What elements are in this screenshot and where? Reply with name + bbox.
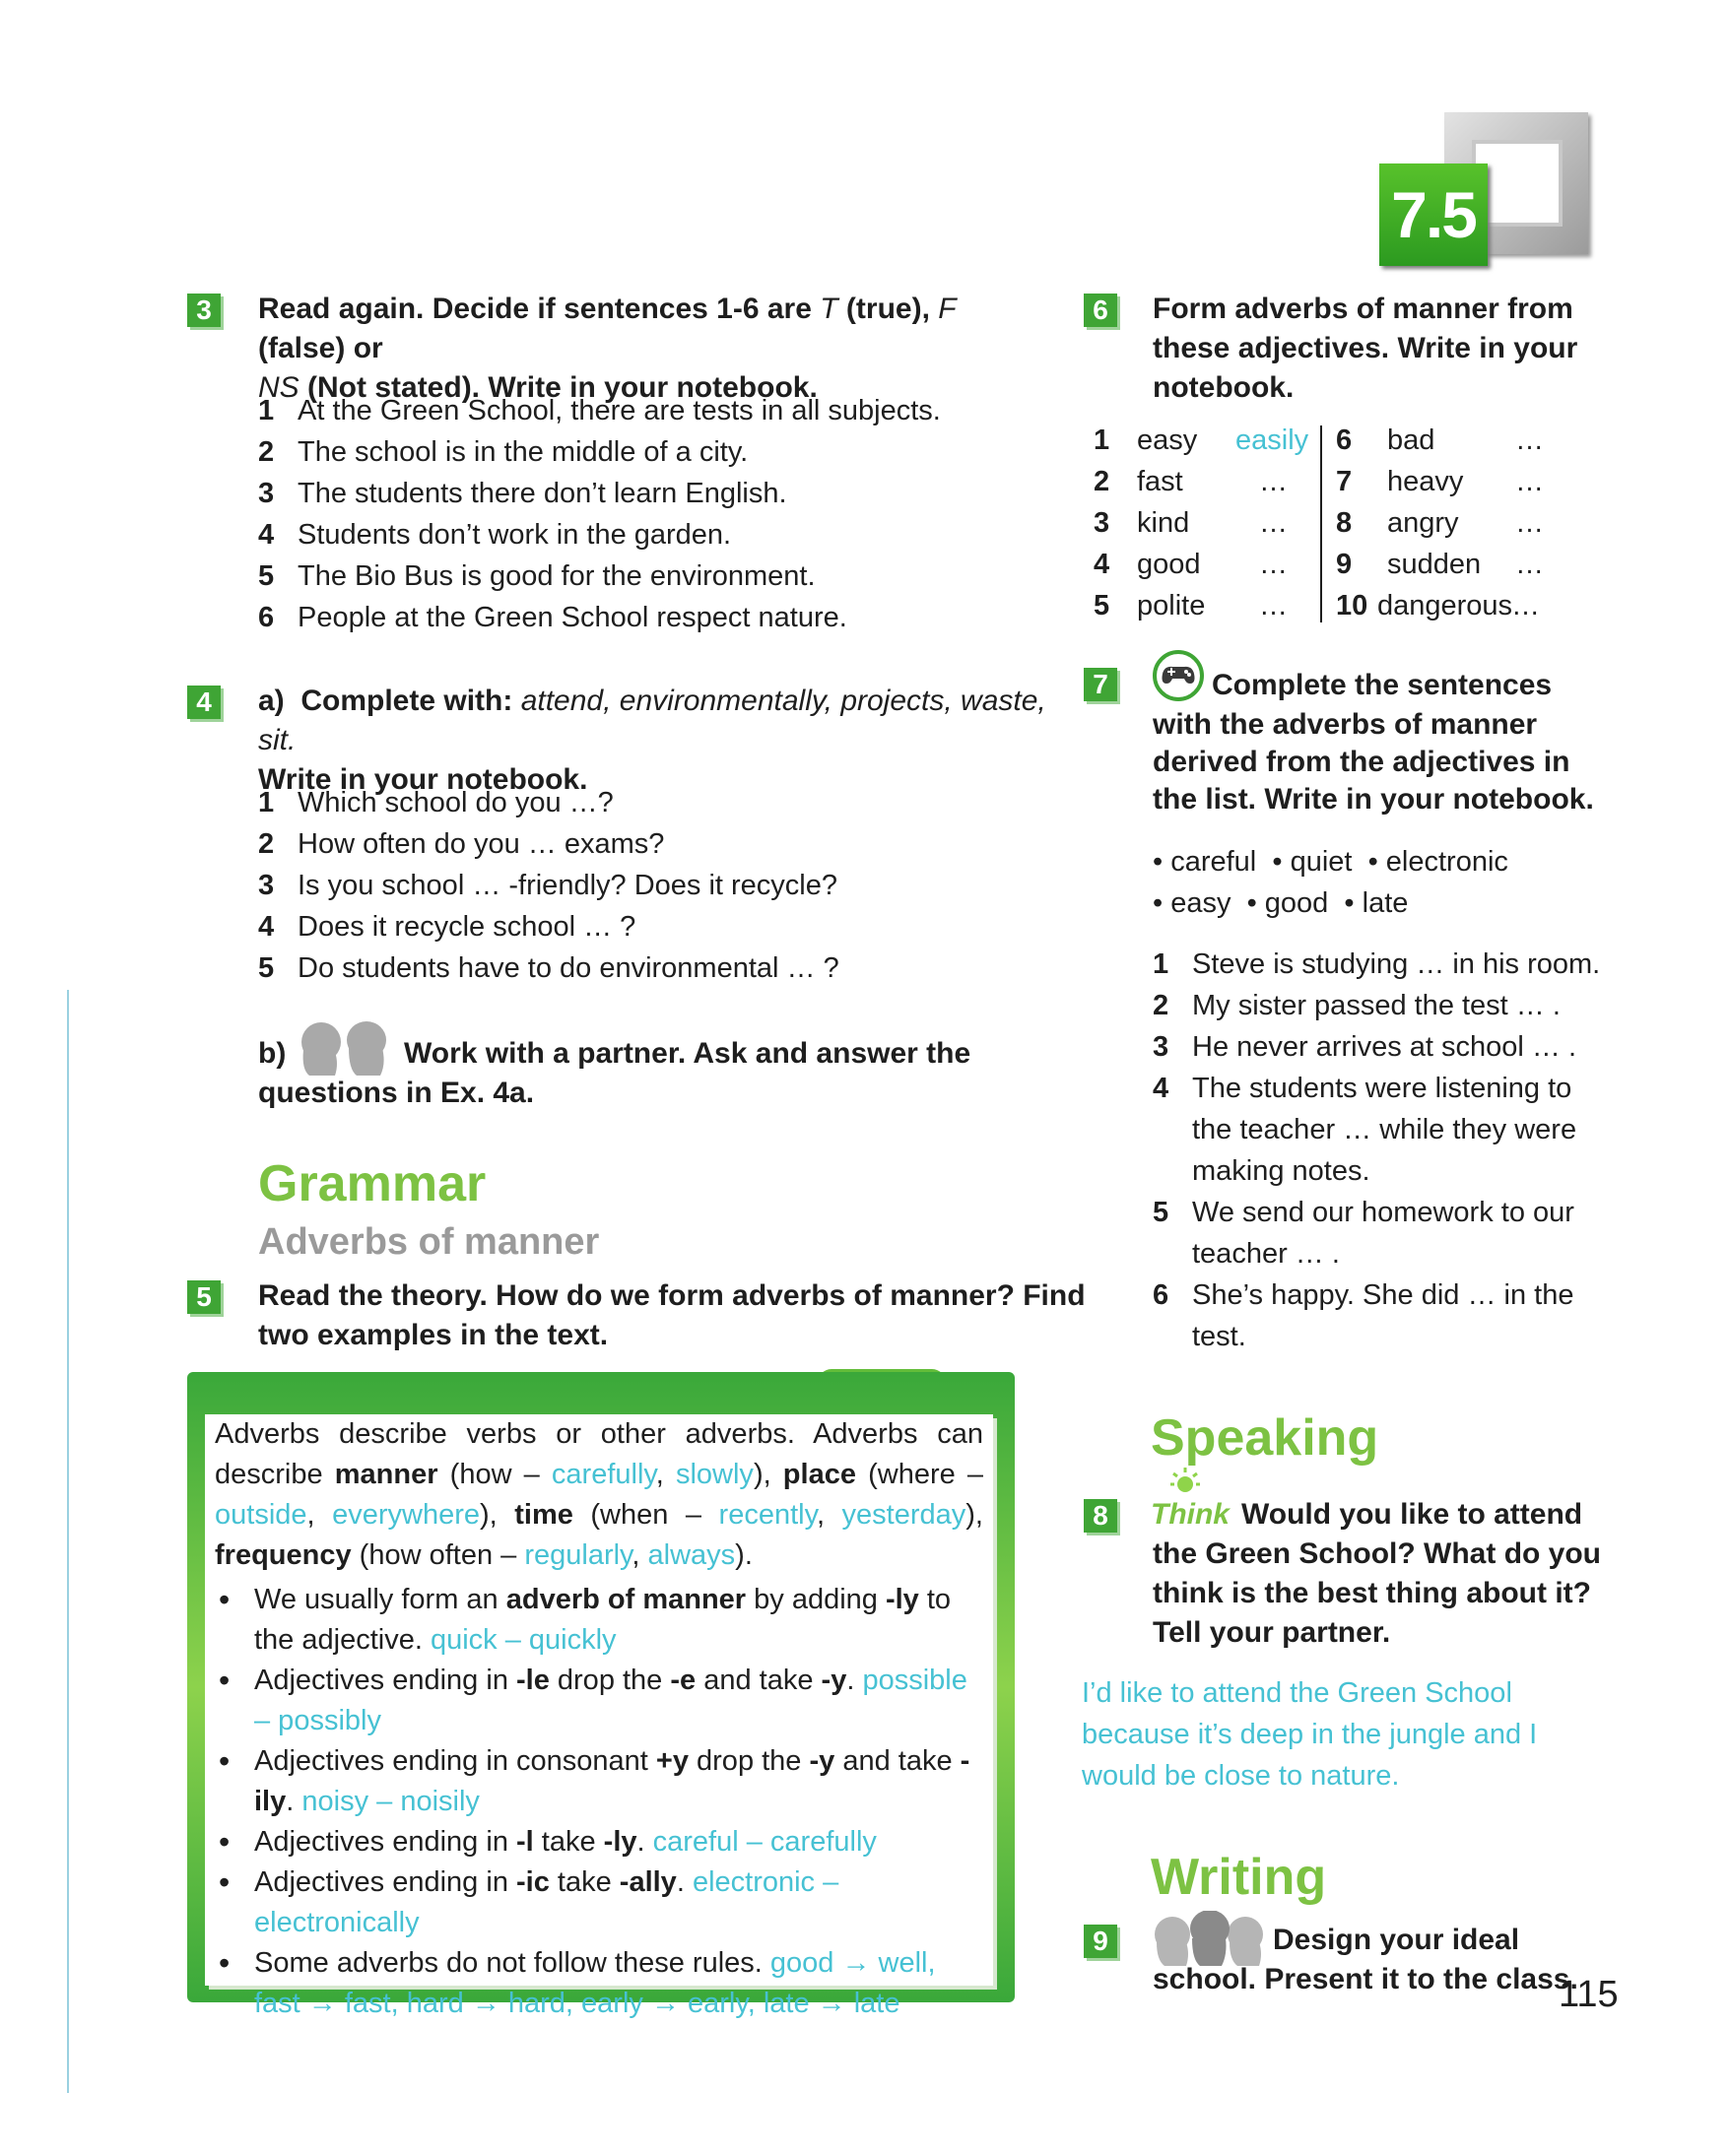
list-item: 2 How often do you … exams? (258, 828, 665, 860)
exercise-6-instruction-line1: Form adverbs of manner from (1153, 293, 1573, 325)
list-item: 7 heavy … (1336, 466, 1544, 497)
exercise-6-instruction-line2: these adjectives. Write in your (1153, 332, 1578, 364)
exercise-number: 5 (187, 1280, 221, 1314)
speaking-instruction-line2: the Green School? What do you (1153, 1537, 1602, 1570)
answer-line: I’d like to attend the Green School (1082, 1677, 1512, 1709)
writing-instruction-line1: Design your ideal (1273, 1924, 1520, 1956)
exercise-5-instruction-line2: two examples in the text. (258, 1319, 609, 1351)
list-item: the teacher … while they were (1192, 1114, 1577, 1145)
page-number: 115 (1559, 1974, 1619, 2015)
word-list (1153, 841, 1508, 924)
exercise-7-instruction-line4: the list. Write in your notebook. (1153, 783, 1594, 816)
rule-item: • Adjectives ending in consonant +y drop the -y and take -ily. noisy – noisily (215, 1741, 993, 1822)
exercise-7-instruction-line1: Complete the sentences (1212, 669, 1553, 701)
exercise-4a-instruction: a) Complete with: attend, environmentally, projects, waste, sit. Write in your notebook. (258, 685, 1046, 796)
exercise-7-instruction-line2: with the adverbs of manner (1153, 708, 1538, 741)
list-item: 1 Steve is studying … in his room. (1153, 948, 1601, 980)
list-item: 5 The Bio Bus is good for the environment. (258, 560, 816, 592)
exercise-7-list (1153, 944, 1600, 1357)
list-item: 3 He never arrives at school … . (1153, 1031, 1577, 1063)
list-item: 9 sudden … (1336, 549, 1544, 580)
word-list-line: • easy • good • late (1153, 887, 1409, 919)
answer-line: would be close to nature. (1082, 1760, 1400, 1792)
list-item: 3 Is you school … -friendly? Does it recycle? (258, 870, 837, 901)
exercise-3-list (258, 390, 941, 638)
exercise-3-instruction: Read again. Decide if sentences 1-6 are T (true), F (false) or NS (Not stated). Write in your notebook. (258, 293, 957, 404)
exercise-number: 7 (1084, 668, 1117, 701)
list-item: 3 kind … (1094, 507, 1288, 539)
list-item: 6 People at the Green School respect nature. (258, 602, 847, 633)
list-item: 6 bad … (1336, 425, 1544, 456)
rule-item: • We usually form an adverb of manner by adding -ly to the adjective. quick – quickly (215, 1580, 993, 1661)
adjective-list-right (1336, 420, 1544, 626)
exercise-4b-label: b) (258, 1037, 287, 1070)
writing-heading: Writing (1151, 1849, 1327, 1906)
list-item: 1 easy easily (1094, 425, 1309, 456)
list-item: 2 The school is in the middle of a city. (258, 436, 749, 468)
pair-work-icon (296, 1020, 398, 1076)
speaking-instruction-line3: think is the best thing about it? (1153, 1577, 1591, 1609)
list-item: 4 Does it recycle school … ? (258, 911, 636, 943)
list-item: 4 good … (1094, 549, 1288, 580)
exercise-7-instruction-line3: derived from the adjectives in (1153, 746, 1570, 778)
think-label: Think (1151, 1498, 1230, 1531)
list-item: 3 The students there don’t learn English. (258, 478, 787, 509)
list-item: 4 The students were listening to (1153, 1073, 1572, 1104)
list-item: teacher … . (1192, 1238, 1340, 1270)
list-item: 2 My sister passed the test … . (1153, 990, 1561, 1021)
list-item: 5 Do students have to do environmental … ? (258, 952, 839, 984)
exercise-number: 3 (187, 294, 221, 327)
grammar-heading: Grammar (258, 1155, 487, 1212)
speaking-heading: Speaking (1151, 1409, 1379, 1467)
rule-item: • Adjectives ending in -l take -ly. careful – carefully (215, 1822, 993, 1862)
exercise-number: 9 (1084, 1925, 1117, 1958)
rule-item: • Adjectives ending in -ic take -ally. electronic – electronically (215, 1862, 993, 1943)
exercise-number: 4 (187, 686, 221, 719)
section-badge: 7.5 (1379, 163, 1488, 266)
table-divider (1320, 425, 1322, 622)
margin-rule (67, 990, 69, 2093)
exercise-5-instruction-line1: Read the theory. How do we form adverbs of manner? Find (258, 1279, 1086, 1312)
lightbulb-icon (1168, 1466, 1202, 1499)
exercise-4b-instruction-line1: Work with a partner. Ask and answer the (404, 1037, 971, 1070)
grammar-subheading: Adverbs of manner (258, 1221, 600, 1263)
speaking-model-answer (1082, 1672, 1537, 1797)
theory-paragraph: Adverbs describe verbs or other adverbs. Adverbs can describe manner (how – carefully, slowly), place (where – outside, everywhere), time (when – recently, yesterday), frequency (how often – regularly, always). (215, 1418, 984, 1571)
list-item: test. (1192, 1321, 1246, 1352)
list-item: 5 We send our homework to our (1153, 1197, 1574, 1228)
theory-box (205, 1414, 993, 2019)
list-item: 2 fast … (1094, 466, 1288, 497)
list-item: 1 At the Green School, there are tests in all subjects. (258, 395, 941, 426)
rule-item: • Some adverbs do not follow these rules. good → well, fast → fast, hard → hard, early → early, late → late (215, 1943, 993, 2024)
adjective-list-left (1094, 420, 1308, 626)
list-item: 6 She’s happy. She did … in the (1153, 1279, 1574, 1311)
writing-instruction-line2: school. Present it to the class. (1153, 1963, 1578, 1995)
theory-rules (215, 1580, 993, 2024)
rule-item: • Adjectives ending in -le drop the -e and take -y. possible – possibly (215, 1661, 993, 1741)
list-item: making notes. (1192, 1155, 1370, 1187)
speaking-instruction-line1: Would you like to attend (1241, 1498, 1583, 1531)
answer-line: because it’s deep in the jungle and I (1082, 1719, 1538, 1750)
exercise-6-instruction-line3: notebook. (1153, 371, 1295, 404)
exercise-4-list (258, 782, 839, 989)
exercise-number: 8 (1084, 1499, 1117, 1533)
list-item: 1 Which school do you …? (258, 787, 614, 818)
group-work-icon (1151, 1911, 1269, 1966)
game-controller-icon (1151, 650, 1206, 701)
list-item: 4 Students don’t work in the garden. (258, 519, 732, 551)
word-list-line: • careful • quiet • electronic (1153, 846, 1508, 878)
list-item: 8 angry … (1336, 507, 1544, 539)
list-item: 5 polite … (1094, 590, 1288, 621)
speaking-instruction-line4: Tell your partner. (1153, 1616, 1391, 1649)
exercise-4b-instruction-line2: questions in Ex. 4a. (258, 1077, 535, 1109)
list-item: 10 dangerous … (1336, 590, 1540, 621)
exercise-number: 6 (1084, 294, 1117, 327)
